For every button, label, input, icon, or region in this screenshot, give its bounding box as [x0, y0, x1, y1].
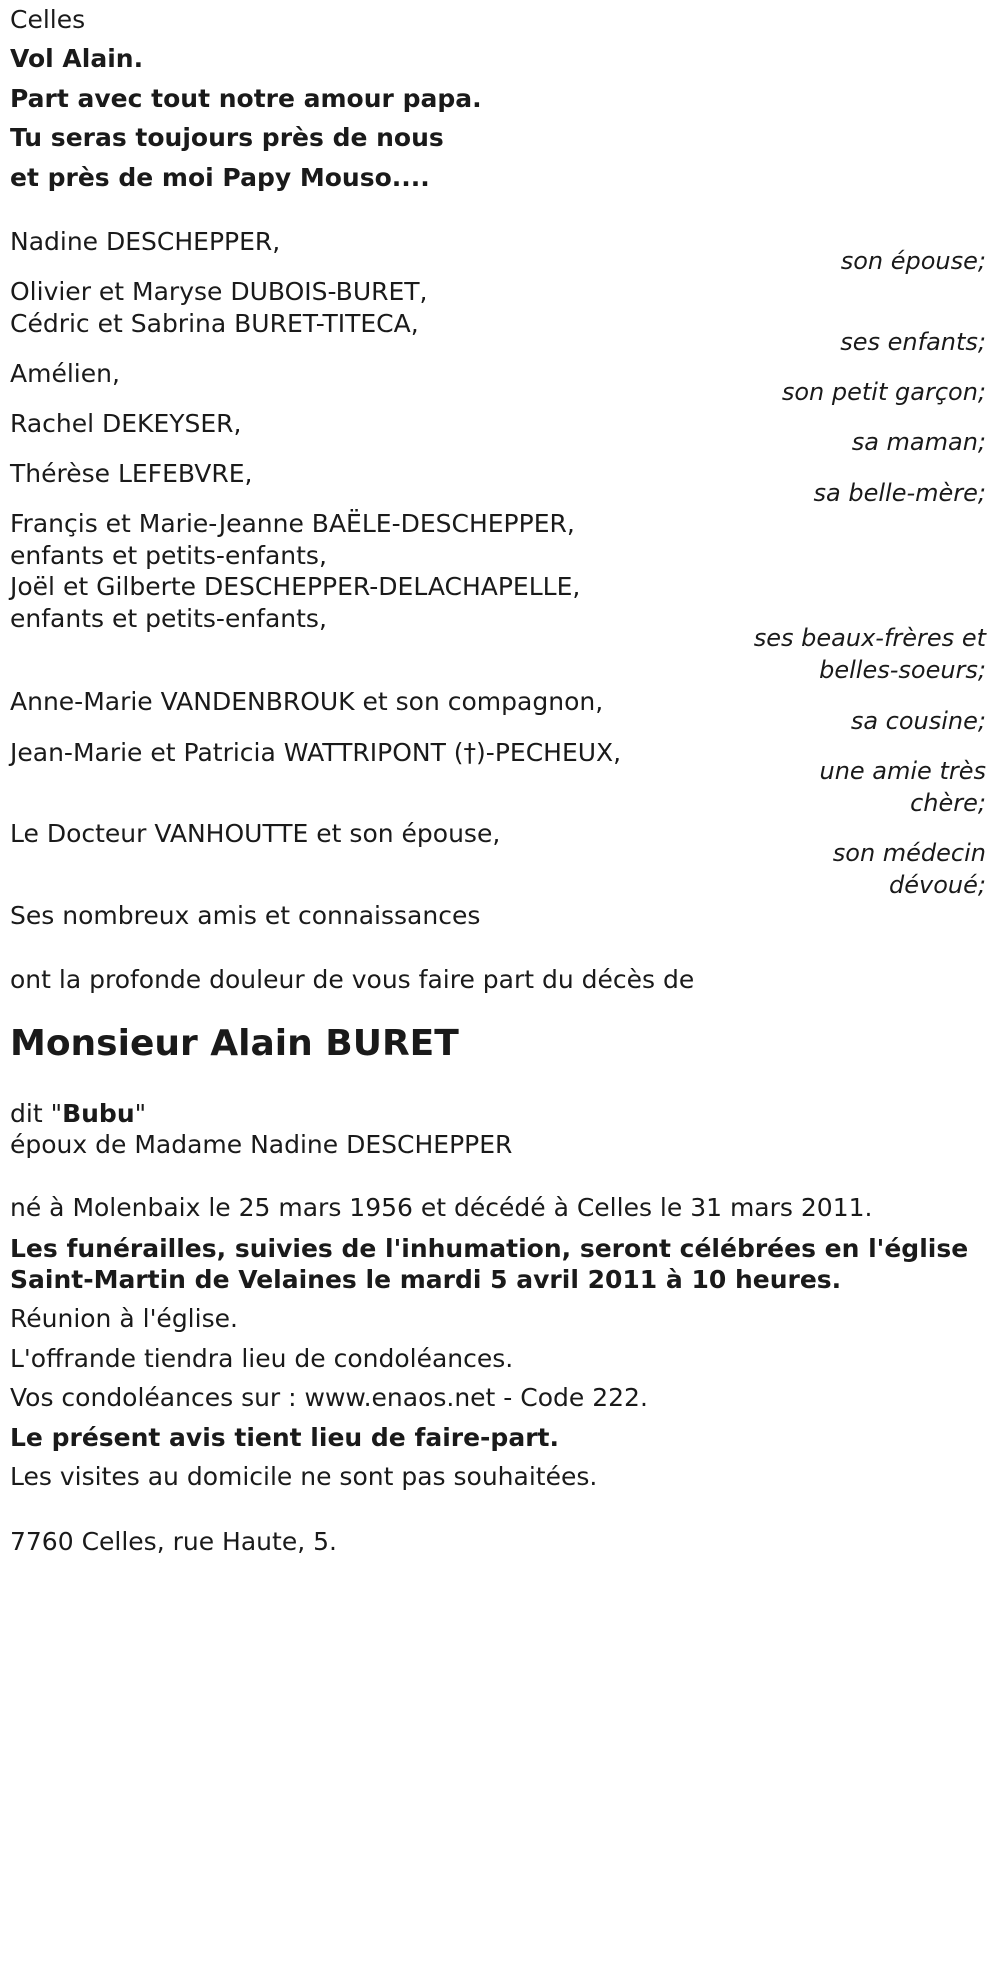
nickname-prefix: dit "	[10, 1099, 63, 1128]
address: 7760 Celles, rue Haute, 5.	[10, 1527, 337, 1556]
role-enfants: ses enfants;	[840, 328, 986, 356]
mourner-amelien: Amélien,	[10, 359, 120, 388]
mourner-anne-marie: Anne-Marie VANDENBROUK et son compagnon,	[10, 687, 604, 716]
mourner-cedric: Cédric et Sabrina BURET-TITECA,	[10, 309, 419, 338]
nickname-suffix: "	[134, 1099, 147, 1128]
poem-line-3: Tu seras toujours près de nous	[10, 123, 444, 152]
funeral-condoleances: Vos condoléances sur : www.enaos.net - Code 222.	[10, 1383, 648, 1412]
role-amie-line-2: chère;	[910, 789, 986, 817]
nickname: Bubu	[62, 1099, 135, 1128]
place: Celles	[10, 5, 86, 34]
deceased-spouse: époux de Madame Nadine DESCHEPPER	[10, 1130, 513, 1159]
deceased-name: Monsieur Alain BURET	[10, 1023, 459, 1064]
role-maman: sa maman;	[851, 428, 986, 456]
role-beaux-freres-line-2: belles-soeurs;	[819, 656, 986, 684]
role-petit-garcon: son petit garçon;	[781, 378, 986, 406]
mourner-jean-marie: Jean-Marie et Patricia WATTRIPONT (†)-PECHEUX,	[10, 738, 622, 767]
deceased-dates: né à Molenbaix le 25 mars 1956 et décédé à Celles le 31 mars 2011.	[10, 1193, 873, 1222]
mourner-joel: Joël et Gilberte DESCHEPPER-DELACHAPELLE,	[10, 572, 581, 601]
role-epouse: son épouse;	[840, 247, 986, 275]
funeral-reunion: Réunion à l'église.	[10, 1304, 238, 1333]
mourner-olivier: Olivier et Maryse DUBOIS-BURET,	[10, 277, 428, 306]
funeral-line-1: Les funérailles, suivies de l'inhumation, seront célébrées en l'église	[10, 1234, 969, 1263]
announcement: ont la profonde douleur de vous faire part du décès de	[10, 965, 695, 994]
mourner-rachel: Rachel DEKEYSER,	[10, 409, 242, 438]
funeral-offrande: L'offrande tiendra lieu de condoléances.	[10, 1344, 514, 1373]
role-medecin-line-1: son médecin	[832, 839, 986, 867]
role-belle-mere: sa belle-mère;	[813, 479, 986, 507]
poem-line-2: Part avec tout notre amour papa.	[10, 84, 482, 113]
role-medecin-line-2: dévoué;	[889, 871, 986, 899]
mourner-docteur: Le Docteur VANHOUTTE et son épouse,	[10, 819, 501, 848]
poem-line-4: et près de moi Papy Mouso....	[10, 163, 430, 192]
funeral-line-2: Saint-Martin de Velaines le mardi 5 avril 2011 à 10 heures.	[10, 1265, 842, 1294]
poem-line-1: Vol Alain.	[10, 44, 144, 73]
role-amie-line-1: une amie très	[819, 757, 986, 785]
mourner-amis: Ses nombreux amis et connaissances	[10, 901, 481, 930]
deceased-nickname	[10, 1098, 146, 1130]
mourner-francis-enfants: enfants et petits-enfants,	[10, 541, 327, 570]
mourner-francis: Françis et Marie-Jeanne BAËLE-DESCHEPPER,	[10, 509, 575, 538]
role-cousine: sa cousine;	[850, 707, 986, 735]
mourner-nadine: Nadine DESCHEPPER,	[10, 227, 281, 256]
mourner-joel-enfants: enfants et petits-enfants,	[10, 604, 327, 633]
funeral-visites: Les visites au domicile ne sont pas souhaitées.	[10, 1462, 598, 1491]
role-beaux-freres-line-1: ses beaux-frères et	[753, 624, 986, 652]
funeral-avis: Le présent avis tient lieu de faire-part.	[10, 1423, 559, 1452]
mourner-therese: Thérèse LEFEBVRE,	[10, 459, 253, 488]
